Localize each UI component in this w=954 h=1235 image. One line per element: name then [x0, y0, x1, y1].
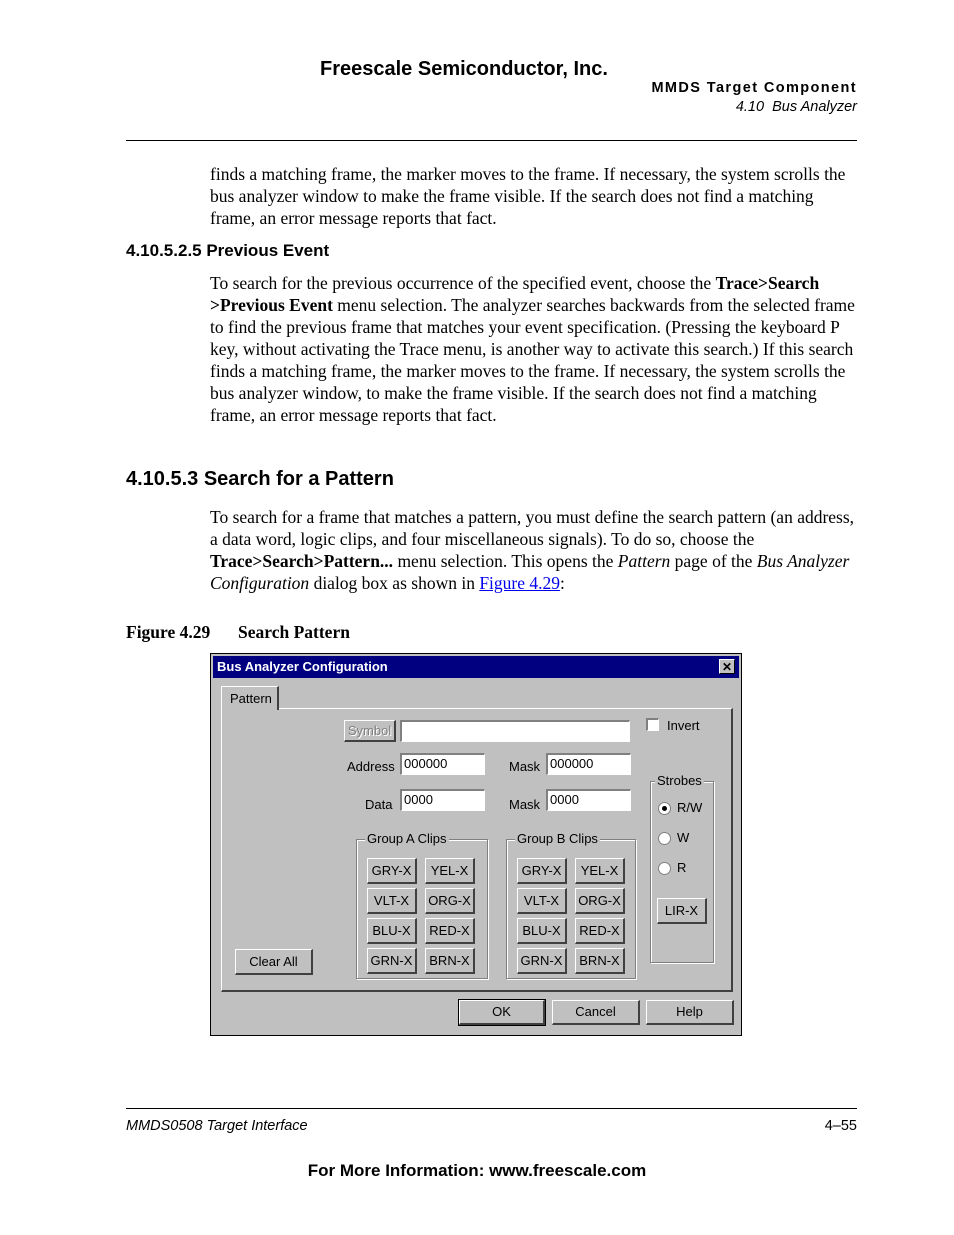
help-button[interactable]: Help: [646, 1000, 734, 1025]
tab-pattern[interactable]: [221, 686, 279, 710]
group-b-org-button[interactable]: ORG-X: [575, 888, 625, 914]
bus-analyzer-dialog: [210, 653, 742, 1036]
group-b-vlt-button[interactable]: VLT-X: [517, 888, 567, 914]
text-run: To search for the previous occurrence of the specified event, choose the: [210, 273, 716, 293]
section-heading-search-pattern: 4.10.5.3 Search for a Pattern: [126, 468, 394, 490]
group-a-label: Group A Clips: [367, 831, 447, 846]
figure-title: Search Pattern: [238, 622, 350, 642]
group-a-blu-button[interactable]: BLU-X: [367, 918, 417, 944]
group-a-brn-button[interactable]: BRN-X: [425, 948, 475, 974]
header-rule: [126, 140, 857, 141]
data-input[interactable]: 0000: [400, 789, 485, 811]
group-b-label: Group B Clips: [517, 831, 598, 846]
search-pattern-paragraph: [210, 506, 858, 594]
group-b-clips: [506, 831, 636, 979]
intro-paragraph: finds a matching frame, the marker moves to the frame. If necessary, the system scrolls the bus analyzer window to make the frame visible. If the search does not find a matching frame, an error message reports that fact.: [210, 164, 846, 228]
group-a-org-button[interactable]: ORG-X: [425, 888, 475, 914]
figure-label: Figure 4.29: [126, 622, 211, 642]
text-run: menu selection. This opens the: [393, 551, 618, 571]
menu-path: Trace>Search>Pattern...: [210, 551, 394, 571]
lir-button[interactable]: LIR-X: [657, 898, 707, 924]
invert-label: Invert: [667, 718, 700, 733]
group-a-red-button[interactable]: RED-X: [425, 918, 475, 944]
footer-rule: [126, 1108, 857, 1109]
data-label: Data: [365, 797, 393, 812]
strobe-w-label: W: [677, 830, 690, 845]
address-label: Address: [347, 759, 395, 774]
group-a-vlt-button[interactable]: VLT-X: [367, 888, 417, 914]
subsection-title: 4.10 Bus Analyzer: [735, 99, 857, 115]
section-heading-previous-event: 4.10.5.2.5 Previous Event: [126, 241, 330, 260]
ok-button[interactable]: OK: [459, 1000, 545, 1025]
address-mask-label: Mask: [509, 759, 541, 774]
page-number: 4–55: [824, 1118, 857, 1134]
strobe-rw-radio[interactable]: [658, 802, 671, 815]
strobe-w-radio[interactable]: [658, 832, 671, 845]
group-b-brn-button[interactable]: BRN-X: [575, 948, 625, 974]
strobes-group: [650, 773, 714, 963]
address-input[interactable]: 000000: [400, 753, 485, 775]
figure-link[interactable]: Figure 4.29: [479, 573, 561, 593]
pattern-panel: [221, 708, 733, 992]
group-b-gry-button[interactable]: GRY-X: [517, 858, 567, 884]
group-b-grn-button[interactable]: GRN-X: [517, 948, 567, 974]
symbol-button[interactable]: Symbol: [344, 720, 396, 742]
group-b-red-button[interactable]: RED-X: [575, 918, 625, 944]
invert-checkbox[interactable]: [646, 718, 659, 731]
dialog-titlebar: [213, 656, 739, 678]
symbol-input[interactable]: [400, 720, 630, 742]
previous-event-paragraph: [210, 272, 858, 426]
page-name: Pattern: [617, 551, 671, 571]
group-a-clips: [356, 831, 488, 979]
text-run: menu selection. The analyzer searches backwards from the selected frame to find the previous frame that matches your event specification. (Pressing the keyboard P key, without activating the Trace menu, is another way to activate this search.) If this search finds a matching frame, the marker moves to the frame. If necessary, the system scrolls the bus analyzer window, to make the frame visible. If the search does not find a matching frame, an error message reports that fact.: [210, 295, 855, 425]
close-icon[interactable]: ✕: [719, 659, 735, 674]
text-run: dialog box as shown in: [309, 573, 480, 593]
group-b-blu-button[interactable]: BLU-X: [517, 918, 567, 944]
group-a-grn-button[interactable]: GRN-X: [367, 948, 417, 974]
text-run: page of the: [670, 551, 757, 571]
group-a-yel-button[interactable]: YEL-X: [425, 858, 475, 884]
address-mask-input[interactable]: 000000: [546, 753, 631, 775]
strobe-r-radio[interactable]: [658, 862, 671, 875]
dialog-name: Bus Analyzer Configuration: [210, 551, 850, 593]
company-name: Freescale Semiconductor, Inc.: [320, 58, 608, 80]
section-title: MMDS Target Component: [651, 80, 857, 96]
dialog-title: Bus Analyzer Configuration: [217, 659, 388, 674]
footer-doc-title: MMDS0508 Target Interface: [126, 1118, 308, 1134]
menu-path: Trace>Search >Previous Event: [210, 273, 820, 315]
data-mask-input[interactable]: 0000: [546, 789, 631, 811]
more-info: For More Information: www.freescale.com: [307, 1161, 647, 1180]
cancel-button[interactable]: Cancel: [552, 1000, 640, 1025]
tab-label: Pattern: [230, 691, 272, 706]
text-run: To search for a frame that matches a pattern, you must define the search pattern (an address, a data word, logic clips, and four miscellaneous signals). To do so, choose the: [210, 507, 855, 549]
group-a-gry-button[interactable]: GRY-X: [367, 858, 417, 884]
strobe-r-label: R: [677, 860, 687, 875]
group-b-yel-button[interactable]: YEL-X: [575, 858, 625, 884]
clear-all-button[interactable]: Clear All: [235, 949, 313, 975]
data-mask-label: Mask: [509, 797, 541, 812]
text-run: :: [560, 573, 565, 593]
strobes-label: Strobes: [657, 773, 702, 788]
strobe-rw-label: R/W: [677, 800, 703, 815]
